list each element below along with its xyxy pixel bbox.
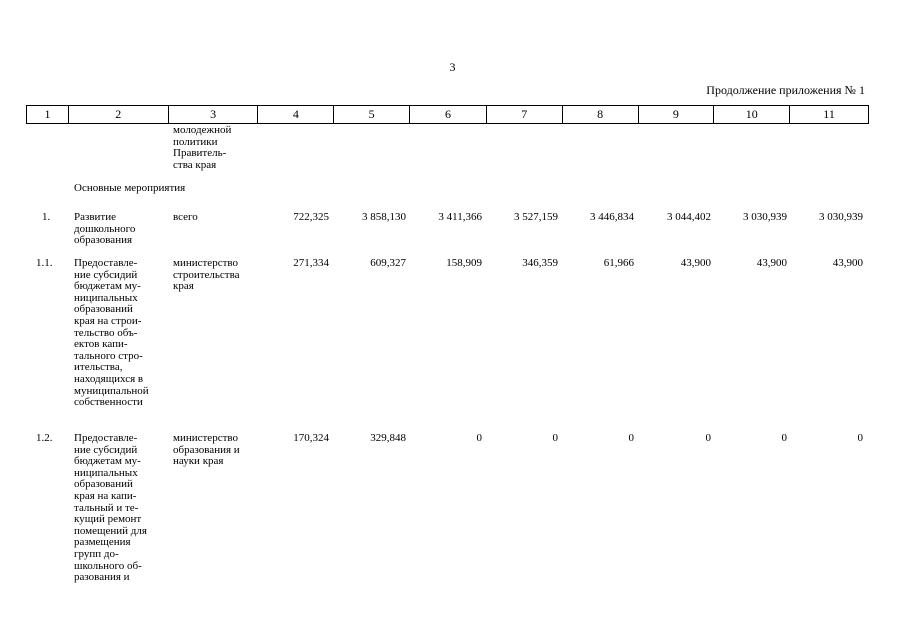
appendix-continuation-note: Продолжение приложения № 1	[706, 83, 865, 97]
row-number: 1.	[42, 211, 51, 223]
header-col-8: 8	[563, 106, 639, 123]
row-value-col10: 3 030,939	[743, 211, 787, 223]
continuation-executor-text: молодежной политики Правитель- ства края	[173, 124, 232, 171]
row-name: Предоставле- ние субсидий бюджетам му- ниципальных образований края на капи- тальный и те- кущий ремонт помещений для размещения групп до- школьного об- разования и	[74, 432, 147, 584]
row-value-col7: 346,359	[522, 257, 558, 269]
row-value-col5: 329,848	[370, 432, 406, 444]
row-value-col8: 0	[628, 432, 634, 444]
header-col-9: 9	[639, 106, 715, 123]
header-col-2: 2	[69, 106, 169, 123]
section-title: Основные мероприятия	[74, 182, 186, 194]
row-number: 1.1.	[36, 257, 53, 269]
row-value-col7: 3 527,159	[514, 211, 558, 223]
row-value-col5: 609,327	[370, 257, 406, 269]
row-name: Развитие дошкольного образования	[74, 211, 136, 247]
row-value-col4: 271,334	[293, 257, 329, 269]
header-col-4: 4	[258, 106, 334, 123]
row-executor: министерство образования и науки края	[173, 432, 240, 468]
row-value-col10: 0	[781, 432, 787, 444]
row-value-col6: 0	[476, 432, 482, 444]
row-executor: всего	[173, 211, 198, 223]
row-executor: министерство строительства края	[173, 257, 240, 293]
row-value-col7: 0	[552, 432, 558, 444]
row-value-col6: 158,909	[446, 257, 482, 269]
page-number: 3	[449, 60, 456, 74]
row-value-col4: 170,324	[293, 432, 329, 444]
table-header-row	[26, 105, 869, 124]
row-value-col9: 0	[705, 432, 711, 444]
row-number: 1.2.	[36, 432, 53, 444]
row-value-col11: 3 030,939	[819, 211, 863, 223]
header-col-11: 11	[823, 107, 835, 121]
row-value-col4: 722,325	[293, 211, 329, 223]
header-col-5: 5	[334, 106, 410, 123]
row-value-col9: 3 044,402	[667, 211, 711, 223]
row-value-col9: 43,900	[680, 257, 711, 269]
header-col-3: 3	[169, 106, 259, 123]
row-value-col6: 3 411,366	[438, 211, 482, 223]
header-col-10: 10	[714, 106, 790, 123]
row-value-col5: 3 858,130	[362, 211, 406, 223]
row-value-col11: 43,900	[832, 257, 863, 269]
header-col-7: 7	[487, 106, 563, 123]
row-value-col10: 43,900	[756, 257, 787, 269]
row-value-col8: 61,966	[603, 257, 634, 269]
row-value-col8: 3 446,834	[590, 211, 634, 223]
row-value-col11: 0	[857, 432, 863, 444]
row-name: Предоставле- ние субсидий бюджетам му- ниципальных образований края на строи- тельство объ- ектов капи- тального стро- ительства, находящихся в муниципальной собственности	[74, 257, 149, 409]
header-col-6: 6	[410, 106, 487, 123]
header-col-1: 1	[27, 106, 69, 123]
